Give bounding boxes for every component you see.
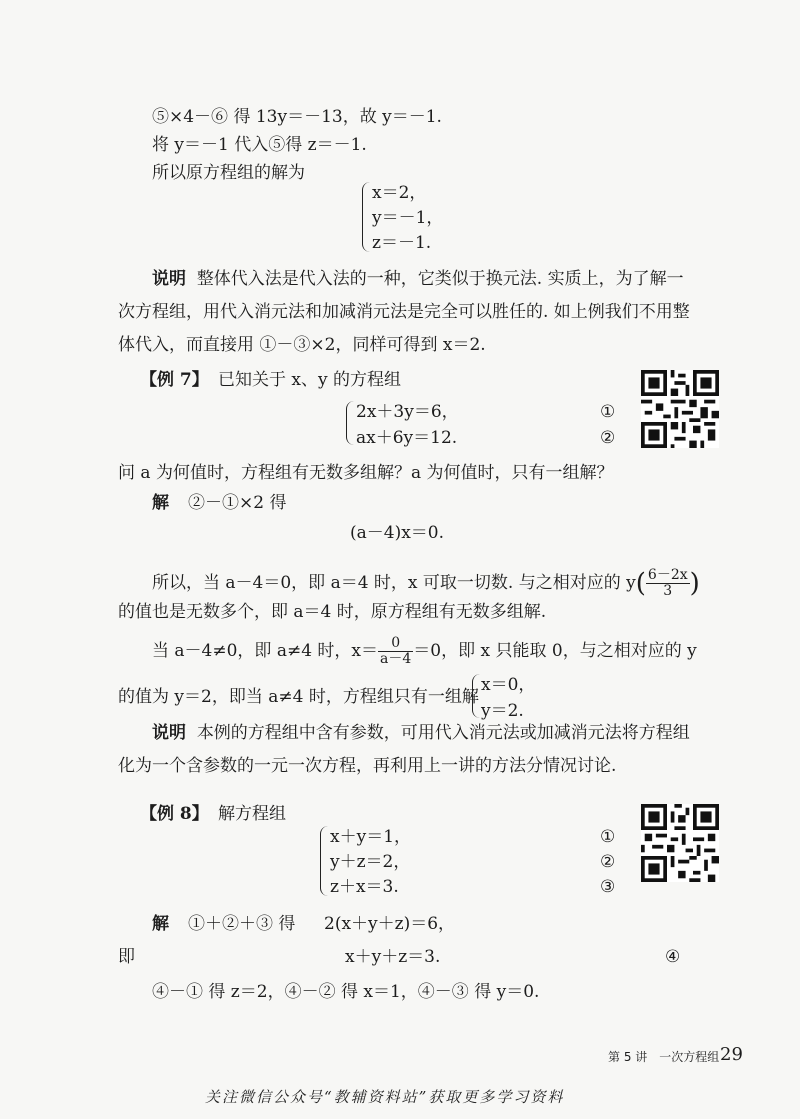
footer-chapter-label: 第 5 讲 一次方程组 — [608, 1050, 720, 1064]
example-8-solve-step: ①＋②＋③ 得 — [188, 914, 296, 934]
example-7-solution-y: y＝2. — [481, 701, 524, 721]
example-8-eq-3: z＋x＝3. — [330, 877, 399, 897]
note-label: 说明 — [152, 269, 186, 289]
frac-denominator: a－4 — [380, 651, 412, 667]
example-7-eq-2: ax＋6y＝12. — [356, 428, 458, 448]
example-8-eq-1: x＋y＝1， — [330, 827, 412, 847]
derivation-line-3: 所以原方程组的解为 — [152, 163, 305, 183]
note-paragraph-1 — [118, 263, 698, 362]
frac-numerator: 0 — [378, 636, 413, 652]
example-8-intro: 解方程组 — [218, 804, 286, 824]
example-8-ji: 即 — [118, 947, 135, 967]
example-8-eq-4: x＋y＋z＝3. — [345, 947, 441, 967]
example-8-final: ④－① 得 z＝2，④－② 得 x＝1，④－③ 得 y＝0. — [152, 982, 540, 1002]
example-7-mark-1: ① — [600, 402, 616, 422]
example-8-mark-1: ① — [600, 827, 616, 847]
example-8-mark-3: ③ — [600, 877, 616, 897]
qr-code-icon — [641, 370, 719, 448]
solution-x: x＝2， — [372, 183, 427, 203]
example-7-eq-1: 2x＋3y＝6， — [356, 402, 459, 422]
footer-page-number: 29 — [720, 1044, 743, 1065]
note-label-2: 说明 — [152, 723, 186, 743]
example-7-para-1b: 的值也是无数多个，即 a＝4 时，原方程组有无数多组解. — [118, 602, 547, 622]
example-7-label: 【例 7】 — [140, 370, 209, 390]
example-8-eq-2: y＋z＝2， — [330, 852, 411, 872]
fraction-6-2x-over-3 — [646, 568, 690, 599]
frac-numerator: 6－2x — [647, 567, 688, 583]
example-7-para-2a-text: 当 a－4≠0，即 a≠4 时，x＝ — [152, 641, 379, 661]
example-8-mark-2: ② — [600, 852, 616, 872]
derivation-line-1: ⑤×4－⑥ 得 13y＝－13，故 y＝－1. — [152, 107, 442, 127]
frac-denominator: 3 — [663, 583, 673, 599]
solution-y: y＝－1， — [372, 208, 444, 228]
bottom-promo-text: 关注微信公众号“教辅资料站”获取更多学习资料 — [205, 1088, 565, 1106]
qr-code-example-8 — [641, 804, 719, 882]
example-7-result: (a－4)x＝0. — [350, 523, 445, 543]
example-7-solve-step: ②－①×2 得 — [188, 493, 287, 513]
example-7-intro: 已知关于 x、y 的方程组 — [218, 370, 401, 390]
example-7-solve-label: 解 — [152, 493, 169, 513]
qr-code-icon — [641, 804, 719, 882]
derivation-line-2: 将 y＝－1 代入⑤得 z＝－1. — [152, 135, 367, 155]
example-7-question: 问 a 为何值时，方程组有无数多组解？a 为何值时，只有一组解？ — [118, 463, 614, 483]
example-8-mark-4: ④ — [665, 947, 681, 967]
solution-brace — [362, 182, 372, 252]
example-7-para-2b-text: ＝0，即 x 只能取 0，与之相对应的 y — [413, 641, 697, 661]
example-7-mark-2: ② — [600, 428, 616, 448]
qr-code-example-7 — [641, 370, 719, 448]
example-8-label: 【例 8】 — [140, 804, 209, 824]
example-7-para-2c: 的值为 y＝2，即当 a≠4 时，方程组只有一组解 — [118, 687, 479, 707]
example-7-brace — [346, 401, 356, 445]
example-8-solve-result: 2(x＋y＋z)＝6， — [324, 914, 456, 934]
note-paragraph-2 — [118, 717, 698, 783]
solution-z: z＝－1. — [372, 233, 432, 253]
example-8-solve-label: 解 — [152, 914, 169, 934]
example-7-para-1a-text: 所以，当 a－4＝0，即 a＝4 时，x 可取一切数. 与之相对应的 y — [152, 573, 636, 593]
example-8-brace — [320, 826, 330, 896]
note-text-2: 本例的方程组中含有参数，可用代入消元法或加减消元法将方程组化为一个含参数的一元一次方程，再利用上一讲的方法分情况讨论. — [118, 723, 690, 776]
fraction-0-over-a-4 — [378, 636, 413, 667]
note-text: 整体代入法是代入法的一种，它类似于换元法. 实质上，为了解一次方程组，用代入消元法和加减消元法是完全可以胜任的. 如上例我们不用整体代入，而直接用 ①－③×2，同样可得到 x＝2. — [118, 269, 690, 355]
example-7-solution-x: x＝0， — [481, 675, 536, 695]
example-7-para-1a: 所以，当 a－4＝0，即 a＝4 时，x 可取一切数. 与之相对应的 y( $\frac{6-2x}{3}$ ) — [152, 567, 700, 599]
example-7-para-2a — [152, 636, 697, 667]
